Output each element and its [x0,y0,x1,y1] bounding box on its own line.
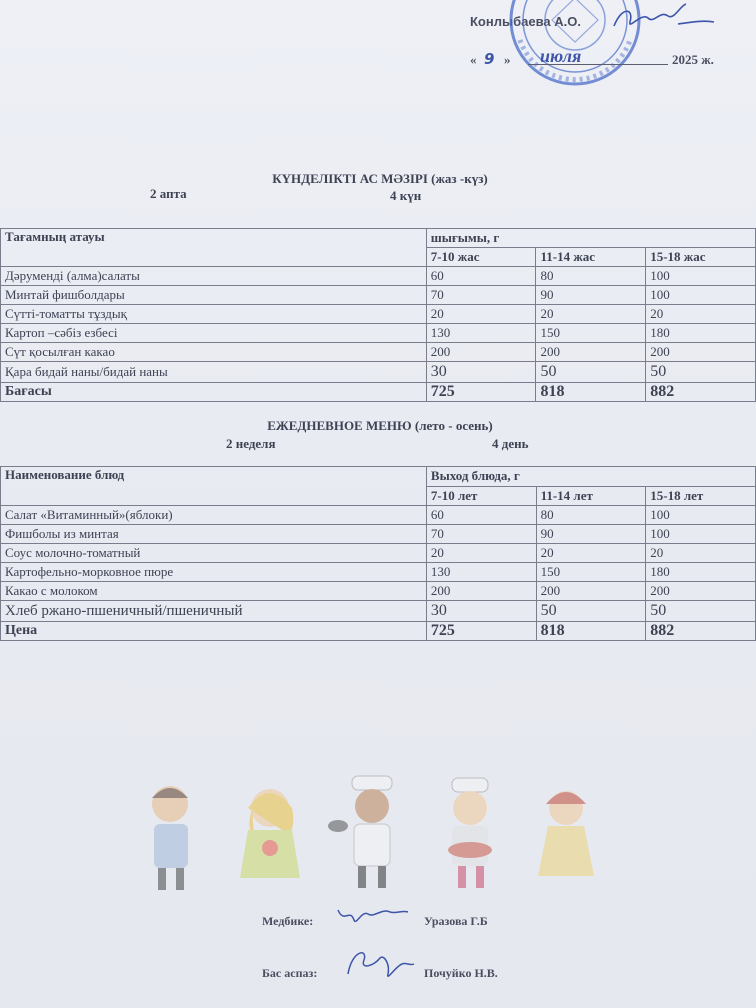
table-row [1,525,756,544]
portion-value: 150 [536,563,646,582]
ru-week: 2 неделя [226,436,276,451]
portion-value: 50 [646,362,756,383]
price-label: Цена [1,622,427,641]
date-quote-close: » [504,52,511,67]
dish-name: Хлеб ржано-пшеничный/пшеничный [1,601,427,622]
portion-value: 180 [646,563,756,582]
table-row [1,324,756,343]
portion-value: 90 [536,286,646,305]
price-value: 818 [536,383,646,402]
dish-name: Картоп –сәбіз езбесі [1,324,427,343]
portion-value: 20 [536,305,646,324]
child-figure-5 [538,791,594,876]
portion-value: 180 [646,324,756,343]
portion-value: 50 [646,601,756,622]
portion-value: 20 [536,544,646,563]
table-row [1,305,756,324]
portion-value: 60 [426,267,536,286]
table-row [1,343,756,362]
child-figure-3 [328,776,392,888]
portion-value: 200 [426,343,536,362]
kz-menu-table [0,228,756,402]
portion-value: 60 [426,506,536,525]
total-row [1,383,756,402]
total-row [1,622,756,641]
dish-name: Дәруменді (алма)салаты [1,267,427,286]
chef-label: Бас аспаз: [262,966,318,980]
portion-value: 20 [646,305,756,324]
portion-value: 100 [646,525,756,544]
price-value: 882 [646,622,756,641]
portion-value: 200 [536,582,646,601]
date-quote-open: « [470,52,477,67]
ru-age-header: 15-18 лет [646,486,756,506]
portion-value: 30 [426,362,536,383]
portion-value: 150 [536,324,646,343]
kz-menu-title: КҮНДЕЛІКТІ АС МӘЗІРІ (жаз -күз) [272,171,488,186]
approver-name: Конлыбаева А.О. [470,14,581,29]
table-row [1,601,756,622]
portion-value: 50 [536,362,646,383]
price-value: 882 [646,383,756,402]
child-figure-1 [152,786,188,890]
portion-value: 200 [646,343,756,362]
portion-value: 20 [426,544,536,563]
ru-age-header: 7-10 лет [426,486,536,506]
table-row [1,286,756,305]
portion-value: 200 [536,343,646,362]
date-day: 9 [484,50,495,68]
kz-day: 4 күн [390,188,422,203]
table-row [1,544,756,563]
ru-col-name-header: Наименование блюд [1,467,427,506]
portion-value: 90 [536,525,646,544]
portion-value: 70 [426,525,536,544]
table-row [1,582,756,601]
portion-value: 130 [426,324,536,343]
kz-col-name-header: Тағамның атауы [1,229,427,267]
dish-name: Фишболы из минтая [1,525,427,544]
ru-col-output-header: Выход блюда, г [426,467,755,487]
price-value: 725 [426,383,536,402]
ru-menu-table [0,466,756,641]
nurse-name: Уразова Г.Б [424,914,488,928]
dish-name: Сүт қосылған какао [1,343,427,362]
portion-value: 70 [426,286,536,305]
portion-value: 20 [646,544,756,563]
portion-value: 30 [426,601,536,622]
date-year: 2025 ж. [672,52,714,67]
portion-value: 80 [536,267,646,286]
price-value: 818 [536,622,646,641]
kids-chef-illustration [120,768,640,898]
dish-name: Қара бидай наны/бидай наны [1,362,427,383]
kz-age-header: 11-14 жас [536,248,646,267]
dish-name: Салат «Витаминный»(яблоки) [1,506,427,525]
table-row [1,563,756,582]
portion-value: 200 [646,582,756,601]
approver-signature [608,0,718,40]
price-value: 725 [426,622,536,641]
portion-value: 80 [536,506,646,525]
kz-week: 2 апта [150,186,187,201]
table-row [1,267,756,286]
portion-value: 100 [646,267,756,286]
price-label: Бағасы [1,383,427,402]
table-row [1,506,756,525]
portion-value: 130 [426,563,536,582]
portion-value: 100 [646,286,756,305]
chef-signature [338,944,418,984]
child-figure-4 [448,778,492,888]
dish-name: Минтай фишболдары [1,286,427,305]
kz-age-header: 7-10 жас [426,248,536,267]
ru-menu-title: ЕЖЕДНЕВНОЕ МЕНЮ (лето - осень) [267,418,493,433]
date-month-handwritten: июля [540,46,582,66]
portion-value: 200 [426,582,536,601]
dish-name: Картофельно-морковное пюре [1,563,427,582]
kz-age-header: 15-18 жас [646,248,756,267]
table-row [1,362,756,383]
ru-day: 4 день [492,436,529,451]
child-figure-2 [240,789,300,878]
nurse-signature [332,900,412,930]
portion-value: 50 [536,601,646,622]
portion-value: 100 [646,506,756,525]
kz-col-output-header: шығымы, г [426,229,755,248]
dish-name: Сүтті-томатты тұздық [1,305,427,324]
chef-name: Почуйко Н.В. [424,966,498,980]
ru-age-header: 11-14 лет [536,486,646,506]
portion-value: 20 [426,305,536,324]
nurse-label: Медбике: [262,914,314,928]
dish-name: Какао с молоком [1,582,427,601]
dish-name: Соус молочно-томатный [1,544,427,563]
